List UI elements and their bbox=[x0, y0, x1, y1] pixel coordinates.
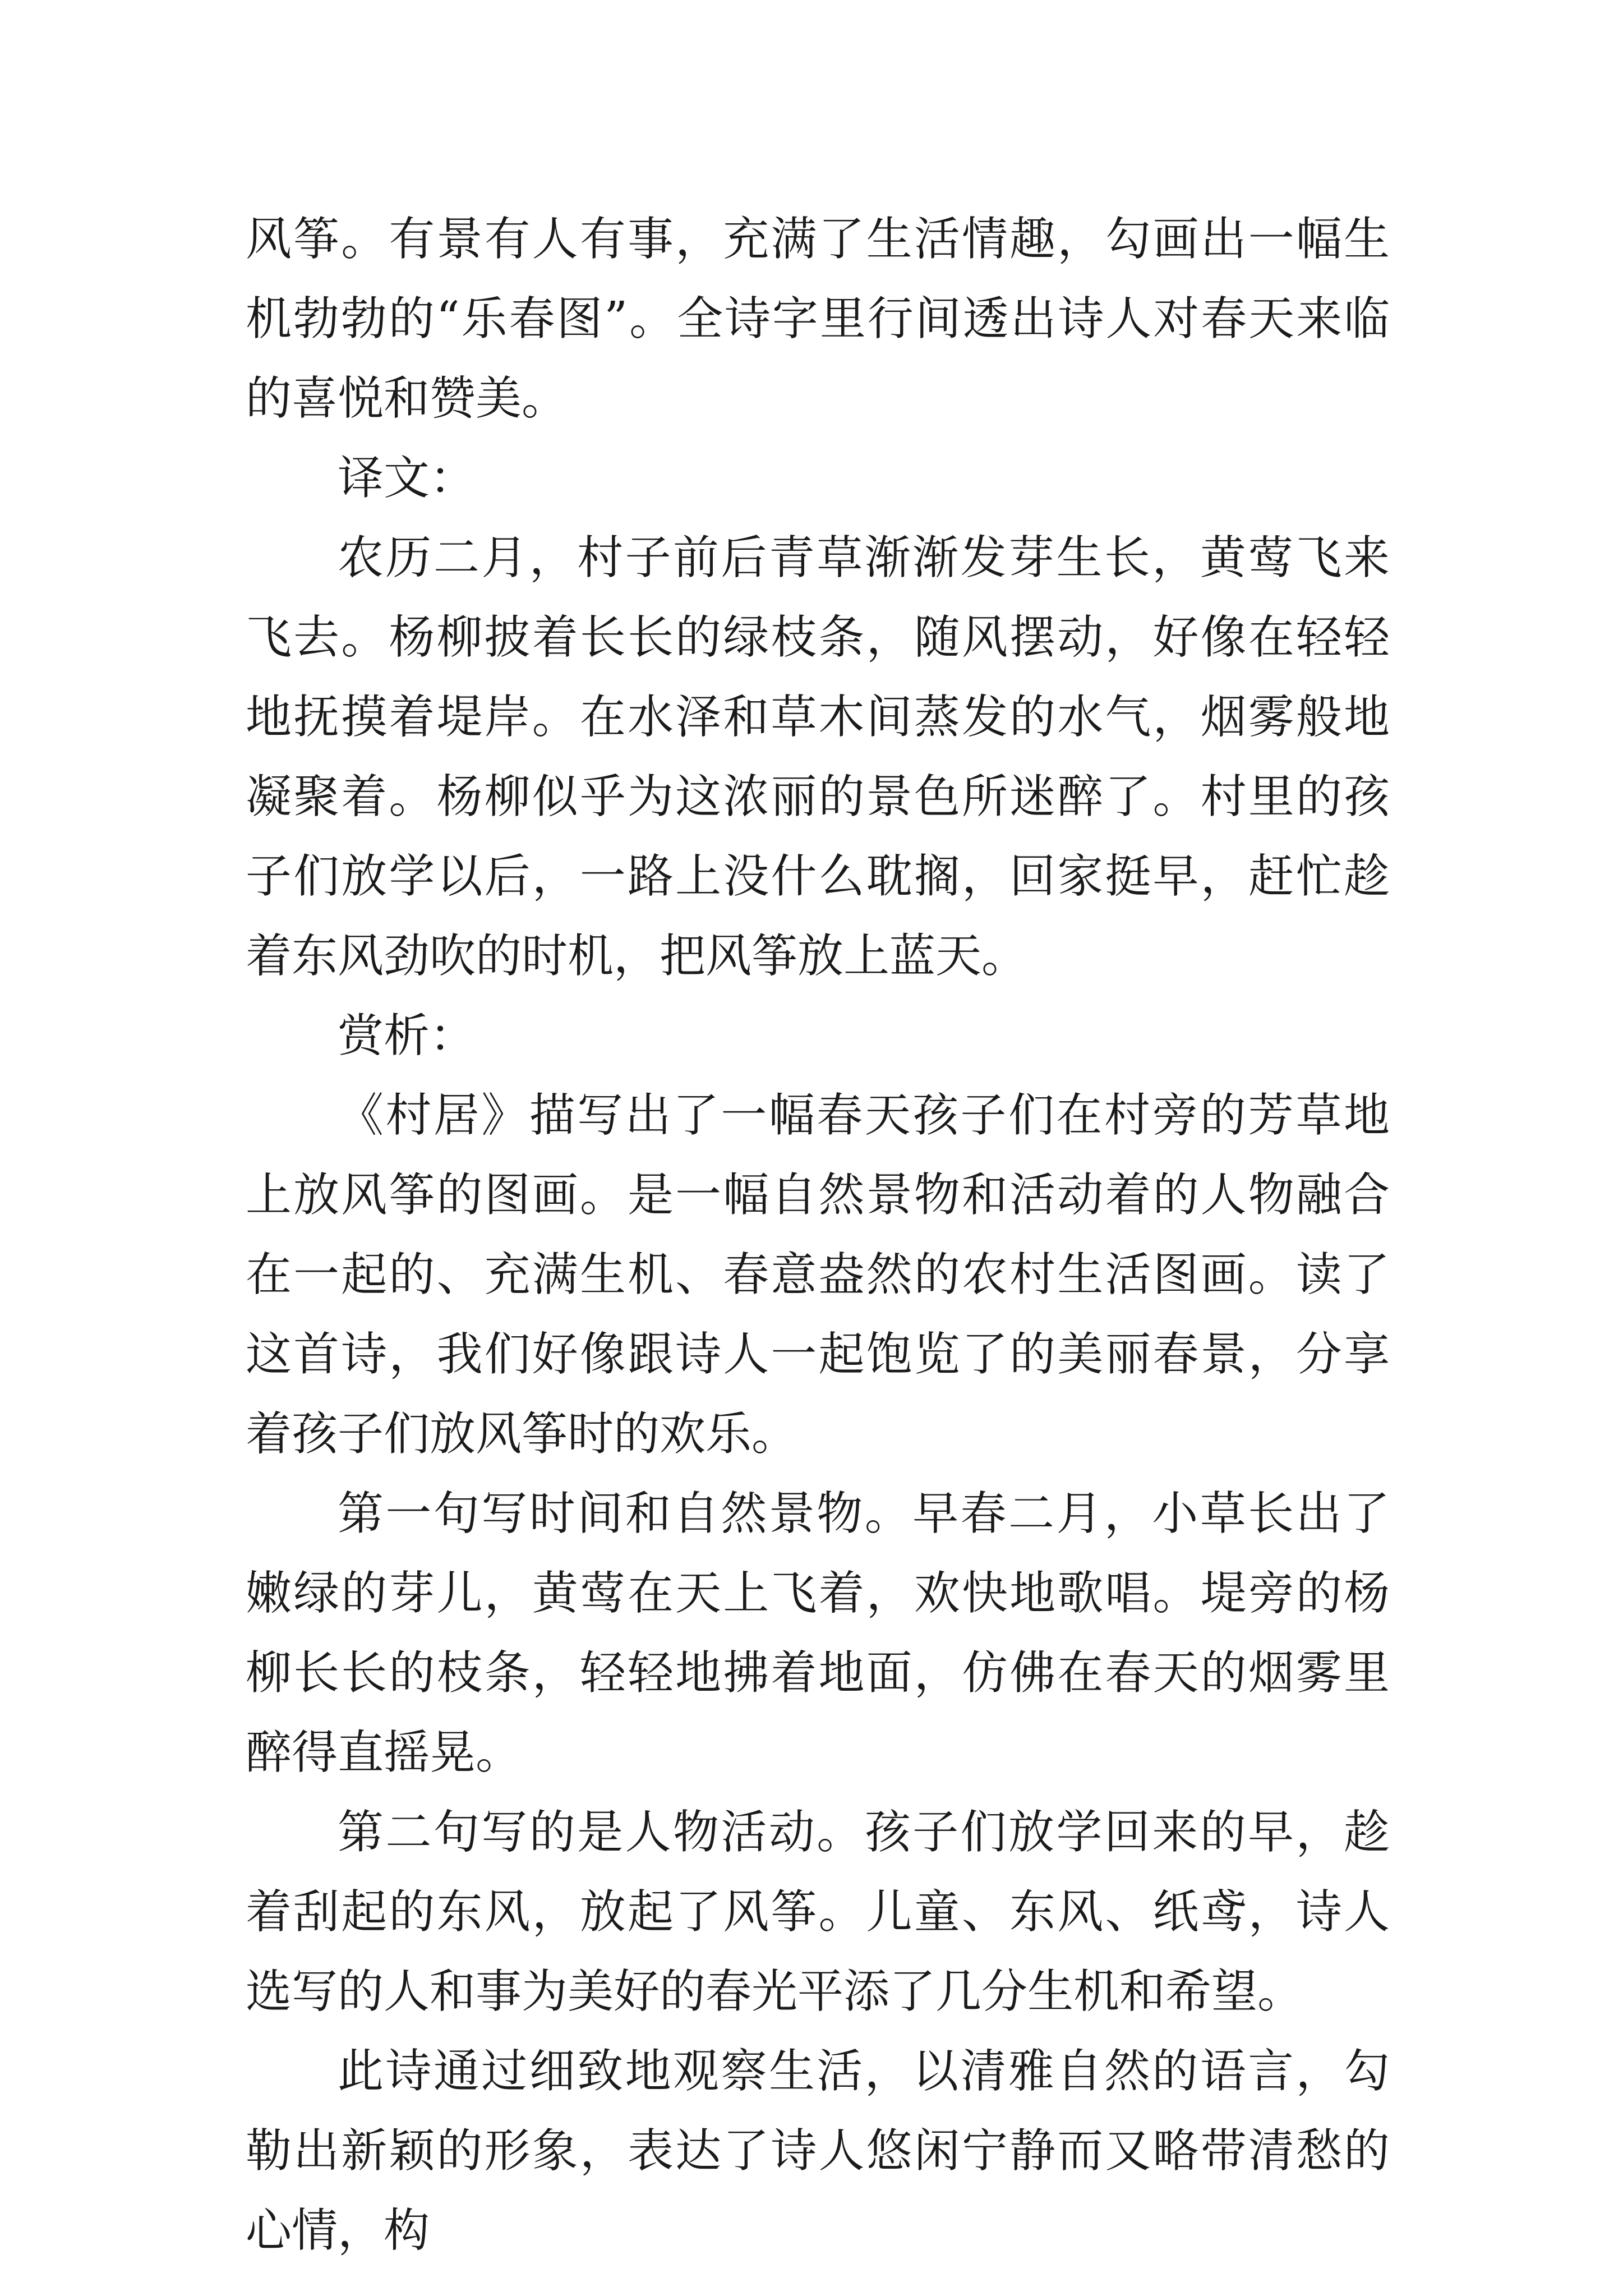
document-body bbox=[246, 200, 1390, 2271]
paragraph-appreciation-1: 《村居》描写出了一幅春天孩子们在村旁的芳草地上放风筝的图画。是一幅自然景物和活动着的人物融合在一起的、充满生机、春意盎然的农村生活图画。读了这首诗，我们好像跟诗人一起饱览了的美丽春景，分享着孩子们放风筝时的欢乐。 bbox=[246, 1089, 1390, 1461]
section-label-appreciation: 赏析： bbox=[338, 1009, 476, 1062]
paragraph-continued: 风筝。有景有人有事，充满了生活情趣，勾画出一幅生机勃勃的“乐春图”。全诗字里行间透出诗人对春天来临的喜悦和赞美。 bbox=[246, 213, 1390, 425]
paragraph-appreciation-2: 第一句写时间和自然景物。早春二月，小草长出了嫩绿的芽儿，黄莺在天上飞着，欢快地歌唱。堤旁的杨柳长长的枝条，轻轻地拂着地面，仿佛在春天的烟雾里醉得直摇晃。 bbox=[246, 1487, 1390, 1779]
paragraph-appreciation-3: 第二句写的是人物活动。孩子们放学回来的早，趁着刮起的东风，放起了风筝。儿童、东风、纸鸢，诗人选写的人和事为美好的春光平添了几分生机和希望。 bbox=[246, 1806, 1390, 2018]
paragraph-translation: 农历二月，村子前后青草渐渐发芽生长，黄莺飞来飞去。杨柳披着长长的绿枝条，随风摆动，好像在轻轻地抚摸着堤岸。在水泽和草木间蒸发的水气，烟雾般地凝聚着。杨柳似乎为这浓丽的景色所迷醉了。村里的孩子们放学以后，一路上没什么耽搁，回家挺早，赶忙趁着东风劲吹的时机，把风筝放上蓝天。 bbox=[246, 531, 1390, 983]
section-label-translation: 译文： bbox=[338, 452, 476, 505]
paragraph-appreciation-4: 此诗通过细致地观察生活，以清雅自然的语言，勾勒出新颖的形象，表达了诗人悠闲宁静而又略带清愁的心情，构 bbox=[246, 2045, 1390, 2257]
